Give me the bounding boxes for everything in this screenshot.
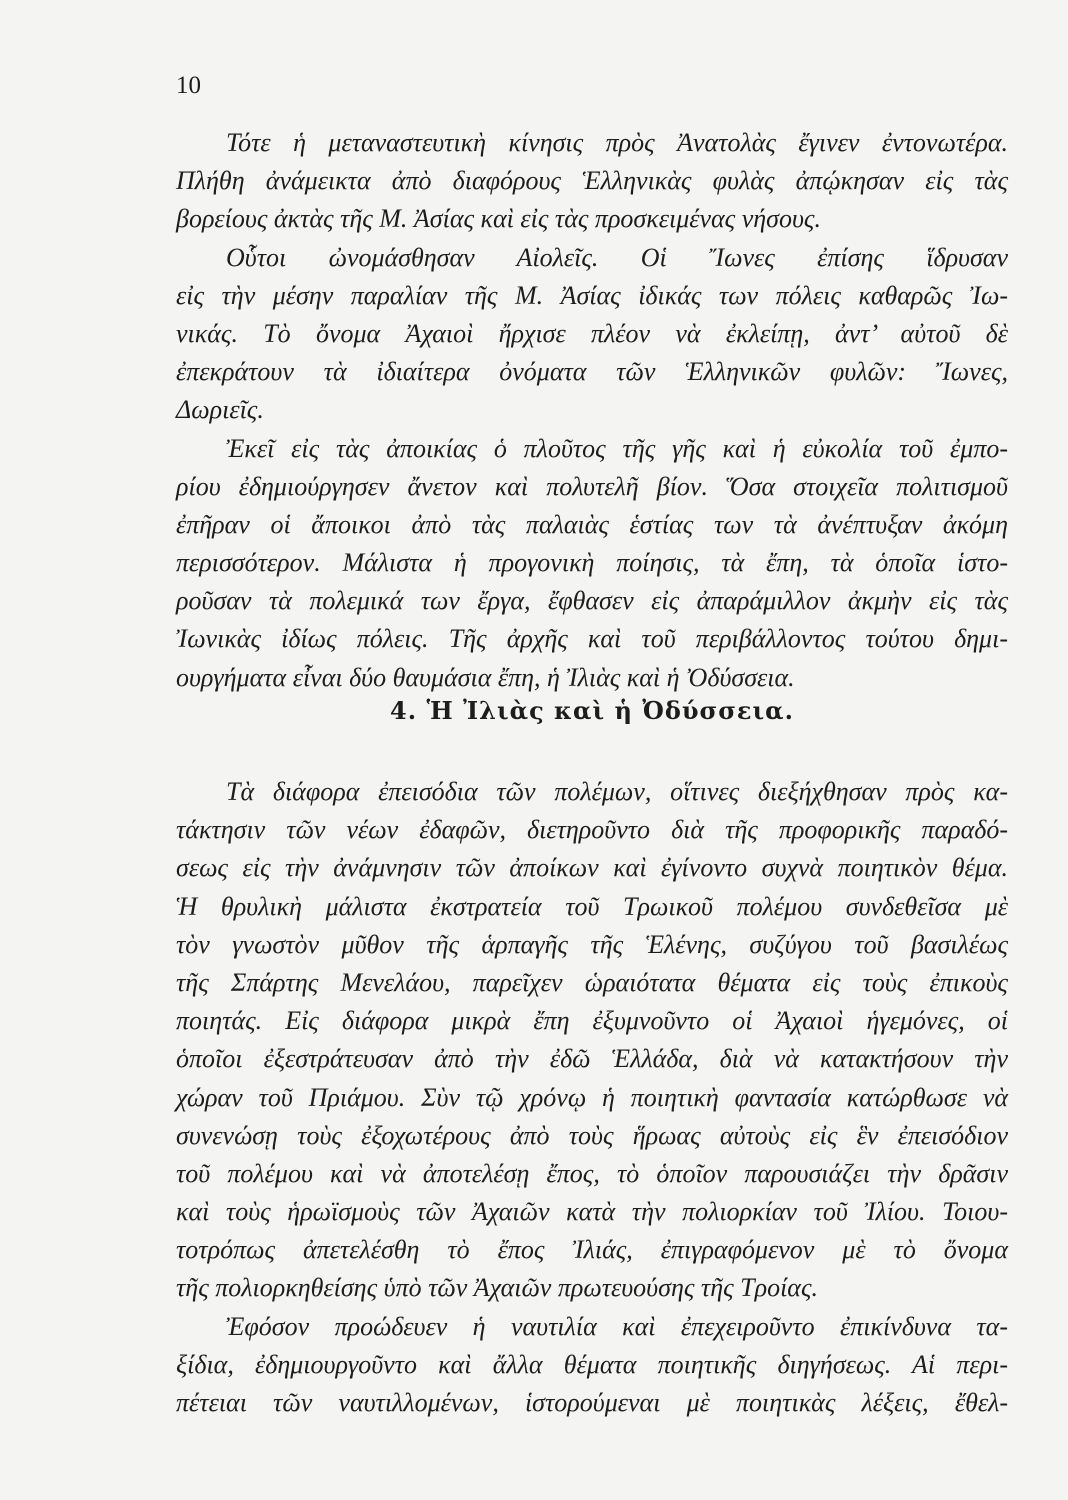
text-line: Ἐκεῖ εἰς τὰς ἀποικίας ὁ πλοῦτος τῆς γῆς καὶ ἡ εὐκολία τοῦ ἐμπο- xyxy=(226,433,1008,463)
text-line: περισσότερον. Μάλιστα ἡ προγονικὴ ποίησις, τὰ ἔπη, τὰ ὁποῖα ἱστο- xyxy=(176,548,1008,578)
text-line: Ἰωνικὰς ἰδίως πόλεις. Τῆς ἀρχῆς καὶ τοῦ περιβάλλοντος τούτου δημι- xyxy=(176,624,1008,654)
page-number: 10 xyxy=(176,72,201,99)
text-line: Ἡ θρυλικὴ μάλιστα ἐκστρατεία τοῦ Τρωικοῦ πολέμου συνδεθεῖσα μὲ xyxy=(176,891,1008,921)
text-line: τοῦ πολέμου καὶ νὰ ἀποτελέσῃ ἔπος, τὸ ὁποῖον παρουσιάζει τὴν δρᾶσιν xyxy=(176,1158,1008,1188)
text-line: σεως εἰς τὴν ἀνάμνησιν τῶν ἀποίκων καὶ ἐγίνοντο συχνὰ ποιητικὸν θέμα. xyxy=(176,853,1008,883)
text-line: ροῦσαν τὰ πολεμικά των ἔργα, ἔφθασεν εἰς ἀπαράμιλλον ἀκμὴν εἰς τὰς xyxy=(176,586,1008,616)
text-line: Τότε ἡ μεταναστευτικὴ κίνησις πρὸς Ἀνατολὰς ἔγινεν ἐντονωτέρα. xyxy=(226,128,1008,157)
text-line: Ἐφόσον προώδευεν ἡ ναυτιλία καὶ ἐπεχειροῦντο ἐπικίνδυνα τα- xyxy=(226,1311,1008,1341)
text-line: νικάς. Τὸ ὄνομα Ἀχαιοὶ ἤρχισε πλέον νὰ ἐκλείπῃ, ἀντ’ αὐτοῦ δὲ xyxy=(176,318,1008,348)
text-line: ὁποῖοι ἐξεστράτευσαν ἀπὸ τὴν ἐδῶ Ἑλλάδα, διὰ νὰ κατακτήσουν τὴν xyxy=(176,1044,1008,1074)
text-line: Τὰ διάφορα ἐπεισόδια τῶν πολέμων, οἵτινες διεξήχθησαν πρὸς κα- xyxy=(226,777,1008,806)
text-line: τῆς πολιορκηθείσης ὑπὸ τῶν Ἀχαιῶν πρωτευούσης τῆς Τροίας. xyxy=(176,1273,819,1303)
text-line: Πλήθη ἀνάμεικτα ἀπὸ διαφόρους Ἑλληνικὰς φυλὰς ἀπῴκησαν εἰς τὰς xyxy=(176,166,1008,196)
text-line: ξίδια, ἐδημιουργοῦντο καὶ ἄλλα θέματα ποιητικῆς διηγήσεως. Αἱ περι- xyxy=(176,1349,1008,1379)
text-line: πέτειαι τῶν ναυτιλλομένων, ἱστορούμεναι μὲ ποιητικὰς λέξεις, ἔθελ- xyxy=(176,1388,1008,1417)
top-text-block xyxy=(176,124,1008,697)
text-line: καὶ τοὺς ἡρωϊσμοὺς τῶν Ἀχαιῶν κατὰ τὴν πολιορκίαν τοῦ Ἰλίου. Τοιου- xyxy=(176,1197,1008,1227)
text-line: εἰς τὴν μέσην παραλίαν τῆς Μ. Ἀσίας ἰδικάς των πόλεις καθαρῶς Ἰω- xyxy=(176,280,1008,310)
text-line: ρίου ἐδημιούργησεν ἄνετον καὶ πολυτελῆ βίον. Ὅσα στοιχεῖα πολιτισμοῦ xyxy=(176,471,1008,501)
text-line: τῆς Σπάρτης Μενελάου, παρεῖχεν ὡραιότατα θέματα εἰς τοὺς ἐπικοὺς xyxy=(176,967,1008,997)
text-line: ποιητάς. Εἰς διάφορα μικρὰ ἔπη ἐξυμνοῦντο οἱ Ἀχαιοὶ ἡγεμόνες, οἱ xyxy=(176,1006,1008,1036)
text-line: ἐπῆραν οἱ ἄποικοι ἀπὸ τὰς παλαιὰς ἑστίας των τὰ ἀνέπτυξαν ἀκόμη xyxy=(176,509,1008,539)
text-line: Δωριεῖς. xyxy=(176,395,264,425)
section-heading: 4. Ἡ Ἰλιὰς καὶ ἡ Ὀδύσσεια. xyxy=(390,696,794,725)
text-line: συνενώσῃ τοὺς ἐξοχωτέρους ἀπὸ τοὺς ἥρωας αὐτοὺς εἰς ἓν ἐπεισόδιον xyxy=(176,1120,1008,1150)
text-line: ἐπεκράτουν τὰ ἰδιαίτερα ὀνόματα τῶν Ἑλληνικῶν φυλῶν: Ἴωνες, xyxy=(176,357,1008,387)
text-line: Οὗτοι ὠνομάσθησαν Αἰολεῖς. Οἱ Ἴωνες ἐπίσης ἵδρυσαν xyxy=(226,242,1008,272)
text-line: βορείους ἀκτὰς τῆς Μ. Ἀσίας καὶ εἰς τὰς προσκειμένας νήσους. xyxy=(176,204,821,234)
text-line: τοτρόπως ἀπετελέσθη τὸ ἔπος Ἰλιάς, ἐπιγραφόμενον μὲ τὸ ὄνομα xyxy=(176,1235,1008,1265)
text-line: ουργήματα εἶναι δύο θαυμάσια ἔπη, ἡ Ἰλιὰς καὶ ἡ Ὀδύσσεια. xyxy=(176,662,795,692)
bottom-text-block xyxy=(176,773,1008,1422)
text-line: τὸν γνωστὸν μῦθον τῆς ἁρπαγῆς τῆς Ἑλένης, συζύγου τοῦ βασιλέως xyxy=(176,929,1008,959)
text-line: χώραν τοῦ Πριάμου. Σὺν τῷ χρόνῳ ἡ ποιητικὴ φαντασία κατώρθωσε νὰ xyxy=(176,1082,1008,1112)
text-line: τάκτησιν τῶν νέων ἐδαφῶν, διετηροῦντο διὰ τῆς προφορικῆς παραδό- xyxy=(176,815,1008,845)
